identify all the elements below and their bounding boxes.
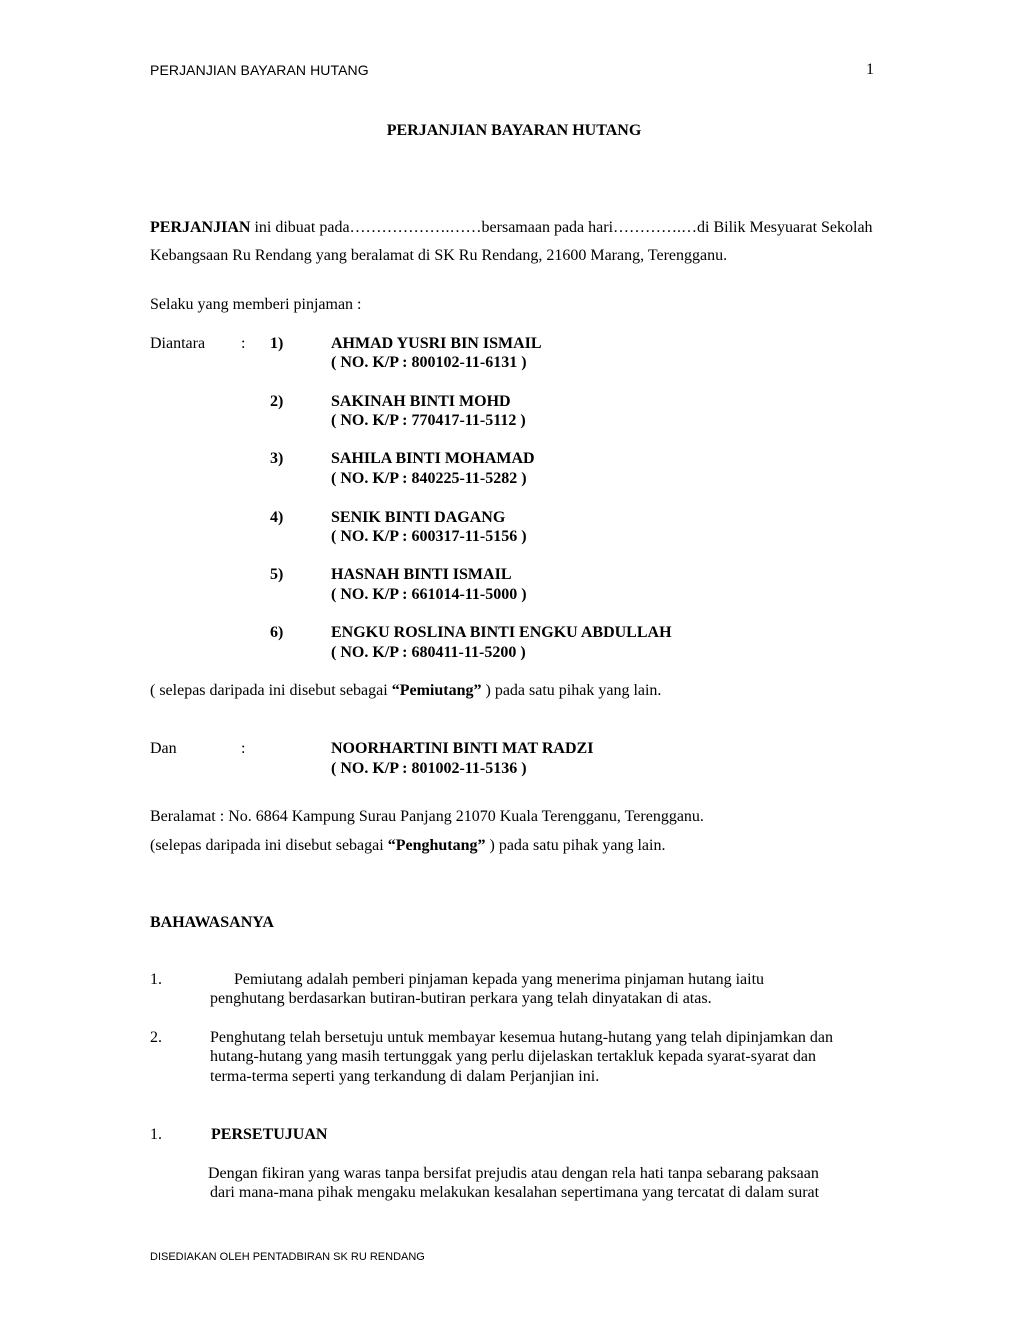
debtor-term: “Penghutang” [387,837,486,854]
intro-line-2: Kebangsaan Ru Rendang yang beralamat di SK Ru Rendang, 21600 Marang, Terengganu. [150,247,728,264]
whereas-heading: BAHAWASANYA [150,914,274,931]
lender-name: AHMAD YUSRI BIN ISMAIL [331,335,542,352]
lender-term: “Pemiutang” [391,682,482,699]
and-label: Dan [150,740,177,757]
lender-number: 4) [270,509,284,526]
debtor-clause [150,837,665,855]
debtor-clause-pre: (selepas daripada ini disebut sebagai [150,837,388,854]
section-line: dari mana-mana pihak mengaku melakukan kesalahan sepertimana yang tercatat di dalam surat [210,1184,820,1201]
running-header: PERJANJIAN BAYARAN HUTANG [150,62,369,78]
lender-ic: ( NO. K/P : 680411-11-5200 ) [331,644,526,661]
lender-name: SENIK BINTI DAGANG [331,509,506,526]
whereas-item-line: Pemiutang adalah pemberi pinjaman kepada yang menerima pinjaman hutang iaitu [234,971,765,988]
lender-name: HASNAH BINTI ISMAIL [331,566,512,583]
lender-number: 5) [270,566,284,583]
lender-clause [150,682,661,700]
whereas-item-line: hutang-hutang yang masih tertunggak yang perlu dijelaskan tertakluk kepada syarat-syarat dan [210,1048,817,1065]
and-colon: : [241,740,246,757]
lender-ic: ( NO. K/P : 600317-11-5156 ) [331,528,527,545]
lender-number: 6) [270,624,284,641]
lender-name: SAKINAH BINTI MOHD [331,393,511,410]
whereas-item-line: Penghutang telah bersetuju untuk membayar kesemua hutang-hutang yang telah dipinjamkan dan [210,1029,833,1046]
lender-ic: ( NO. K/P : 661014-11-5000 ) [331,586,527,603]
lender-ic: ( NO. K/P : 800102-11-6131 ) [331,354,527,371]
whereas-item-line: terma-terma seperti yang terkandung di dalam Perjanjian ini. [210,1068,600,1085]
between-colon: : [241,335,246,352]
debtor-address: Beralamat : No. 6864 Kampung Surau Panjang 21070 Kuala Terengganu, Terengganu. [150,808,704,825]
lender-clause-pre: ( selepas daripada ini disebut sebagai [150,682,392,699]
whereas-item-line: penghutang berdasarkan butiran-butiran perkara yang telah dinyatakan di atas. [210,990,712,1007]
document-title: PERJANJIAN BAYARAN HUTANG [386,122,642,139]
page-number: 1 [866,61,874,78]
intro-line-1 [150,219,873,237]
lender-label: Selaku yang memberi pinjaman : [150,296,362,313]
lender-name: SAHILA BINTI MOHAMAD [331,450,535,467]
lender-number: 3) [270,450,284,467]
debtor-clause-post: ) pada satu pihak yang lain. [485,837,666,854]
section-heading: PERSETUJUAN [211,1126,328,1143]
lender-number: 2) [270,393,284,410]
page-footer: DISEDIAKAN OLEH PENTADBIRAN SK RU RENDANG [150,1251,425,1263]
lender-number: 1) [270,335,284,352]
debtor-name: NOORHARTINI BINTI MAT RADZI [331,740,594,757]
section-number: 1. [150,1126,162,1143]
lender-clause-post: ) pada satu pihak yang lain. [481,682,662,699]
between-label: Diantara [150,335,206,352]
intro-lead: PERJANJIAN [150,219,251,236]
lender-ic: ( NO. K/P : 840225-11-5282 ) [331,470,527,487]
intro-line1-rest: ini dibuat pada……………….……bersamaan pada hari………….…di Bilik Mesyuarat Sekolah [250,219,873,236]
section-line: Dengan fikiran yang waras tanpa bersifat prejudis atau dengan rela hati tanpa sebarang paksaan [208,1165,819,1182]
whereas-item-number: 2. [150,1029,162,1046]
lender-ic: ( NO. K/P : 770417-11-5112 ) [331,412,526,429]
lender-name: ENGKU ROSLINA BINTI ENGKU ABDULLAH [331,624,672,641]
whereas-item-number: 1. [150,971,162,988]
debtor-ic: ( NO. K/P : 801002-11-5136 ) [331,760,527,777]
